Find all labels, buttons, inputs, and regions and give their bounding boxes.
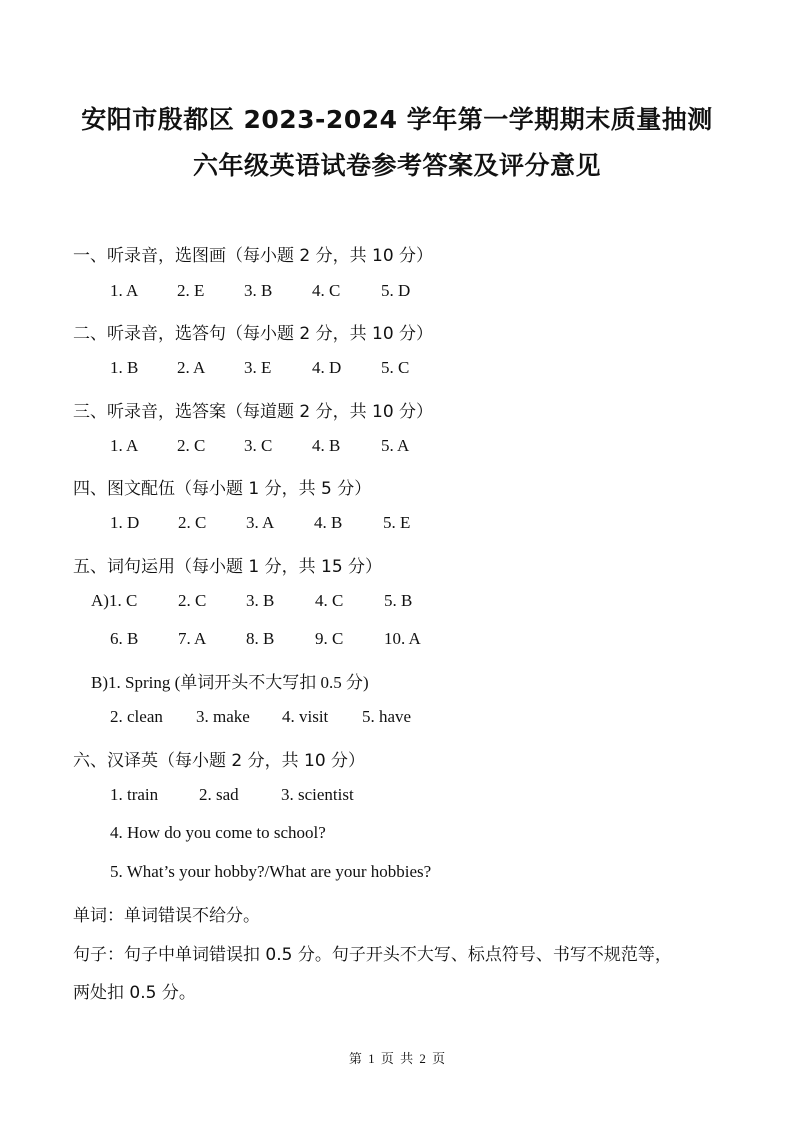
section-5-part-b-line-1 [0,668,794,692]
answer-item: 2. C [177,436,206,455]
section-1-heading: 一、听录音，选图画（每小题 2 分，共 10 分） [73,246,434,266]
answer-item: 2. C [178,591,207,610]
document-title-line-1: 安阳市殷都区 2023-2024 学年第一学期期末质量抽测 [81,105,713,134]
page-footer: 第 1 页 共 2 页 [348,1051,446,1066]
section-4-heading: 四、图文配伍（每小题 1 分，共 5 分） [73,479,372,499]
answer-item: 1. train [110,785,159,804]
answer-item: 3. scientist [281,785,354,804]
scoring-note-sentence-line-1: 句子：句子中单词错误扣 0.5 分。句子开头不大写、标点符号、书写不规范等， [73,945,672,965]
answer-item: 1. D [110,513,140,532]
document-title-line-2: 六年级英语试卷参考答案及评分意见 [192,151,601,180]
answer-item: 5. E [383,513,411,532]
section-6-sentence-4 [0,823,794,847]
scoring-note-sentence-line-2: 两处扣 0.5 分。 [73,983,196,1003]
answer-item: 4. How do you come to school? [110,823,326,842]
answer-item: 4. C [315,591,344,610]
answer-item: 3. C [244,436,273,455]
answer-item: 4. C [312,281,341,300]
answer-item: 3. E [244,358,272,377]
answer-item: A)1. C [91,591,138,610]
section-5-part-a-answers-2 [0,629,794,653]
section-3-answers [0,436,794,460]
answer-item: 2. sad [199,785,239,804]
section-6-word-answers [0,785,794,809]
answer-item: 3. B [246,591,275,610]
answer-item: 4. B [312,436,341,455]
answer-item: 1. B [110,358,139,377]
section-6-sentence-5 [0,862,794,886]
scoring-note-words: 单词：单词错误不给分。 [73,906,260,926]
answer-item: 1. A [110,436,139,455]
answer-item: 5. A [381,436,410,455]
answer-item: 1. A [110,281,139,300]
answer-item: B)1. Spring (单词开头不大写扣 0.5 分) [91,673,369,692]
answer-item: 4. visit [282,707,329,726]
answer-item: 2. E [177,281,205,300]
section-2-answers [0,358,794,382]
answer-item: 2. A [177,358,206,377]
answer-item: 3. B [244,281,273,300]
section-4-answers [0,513,794,537]
section-6-heading: 六、汉译英（每小题 2 分，共 10 分） [73,751,366,771]
answer-item: 9. C [315,629,344,648]
answer-item: 2. C [178,513,207,532]
answer-item: 2. clean [110,707,163,726]
section-3-heading: 三、听录音，选答案（每道题 2 分，共 10 分） [73,402,434,422]
answer-item: 6. B [110,629,139,648]
answer-item: 4. B [314,513,343,532]
answer-item: 8. B [246,629,275,648]
section-5-part-b-line-2 [0,707,794,731]
answer-item: 5. C [381,358,410,377]
answer-item: 4. D [312,358,342,377]
answer-item: 5. have [362,707,412,726]
answer-item: 10. A [384,629,421,648]
section-5-heading: 五、词句运用（每小题 1 分，共 15 分） [73,557,383,577]
answer-item: 5. What’s your hobby?/What are your hobbies? [110,862,432,881]
answer-item: 5. B [384,591,413,610]
section-2-heading: 二、听录音，选答句（每小题 2 分，共 10 分） [73,324,434,344]
answer-item: 5. D [381,281,411,300]
answer-item: 7. A [178,629,207,648]
answer-item: 3. make [196,707,250,726]
section-5-part-a-answers [0,591,794,615]
section-1-answers [0,281,794,305]
answer-item: 3. A [246,513,275,532]
